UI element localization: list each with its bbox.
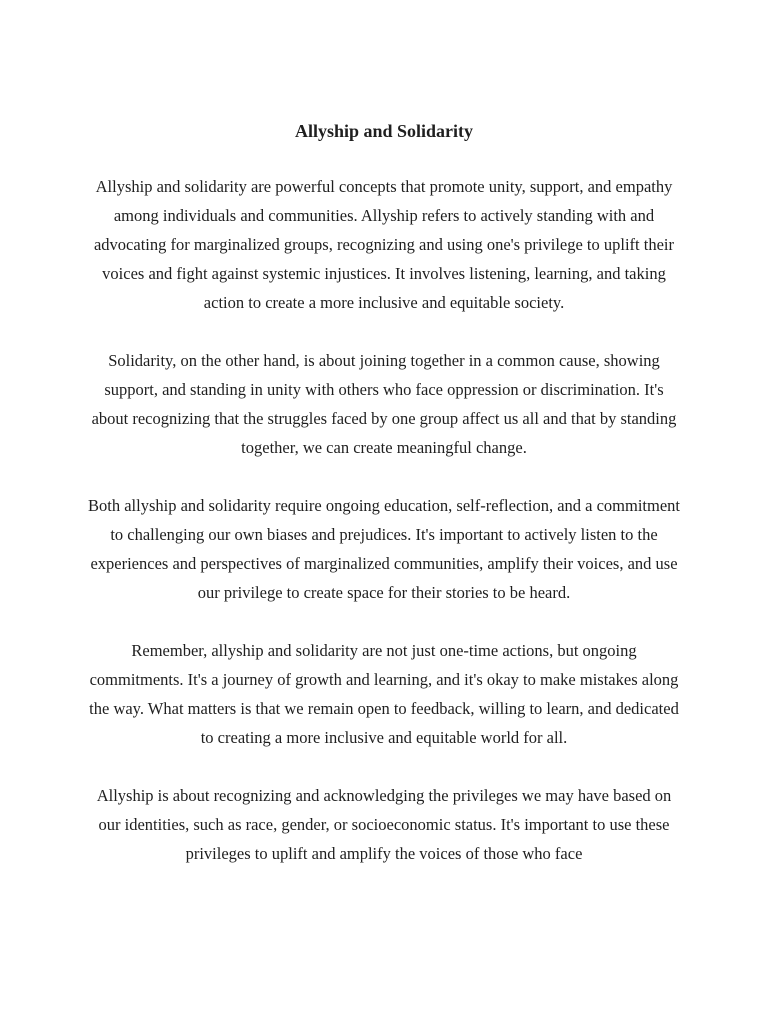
paragraph-commitment: Remember, allyship and solidarity are not just one-time actions, but ongoing commitments. It's a journey of growth and learning, and it's okay to make mistakes along the way. What matters is that we remain open to feedback, willing to learn, and dedicated to creating a more inclusive and equitable world for all.: [89, 641, 679, 747]
paragraph-privilege: Allyship is about recognizing and acknowledging the privileges we may have based on our identities, such as race, gender, or socioeconomic status. It's important to use these privileges to uplift and amplify the voices of those who face: [96, 786, 672, 863]
document-title: Allyship and Solidarity: [294, 121, 474, 141]
paragraph-solidarity: Solidarity, on the other hand, is about joining together in a common cause, showing support, and standing in unity with others who face oppression or discrimination. It's about recognizing that the struggles faced by one group affect us all and that by standing together, we can create meaningful change.: [91, 351, 677, 457]
paragraph-education: Both allyship and solidarity require ongoing education, self-reflection, and a commitment to challenging our own biases and prejudices. It's important to actively listen to the experiences and perspectives of marginalized communities, amplify their voices, and use our privilege to create space for their stories to be heard.: [87, 496, 680, 602]
paragraph-intro: Allyship and solidarity are powerful concepts that promote unity, support, and empathy among individuals and communities. Allyship refers to actively standing with and advocating for marginalized groups, recognizing and using one's privilege to uplift their voices and fight against systemic injustices. It involves listening, learning, and taking action to create a more inclusive and equitable society.: [93, 177, 674, 312]
document-body: [84, 117, 684, 897]
